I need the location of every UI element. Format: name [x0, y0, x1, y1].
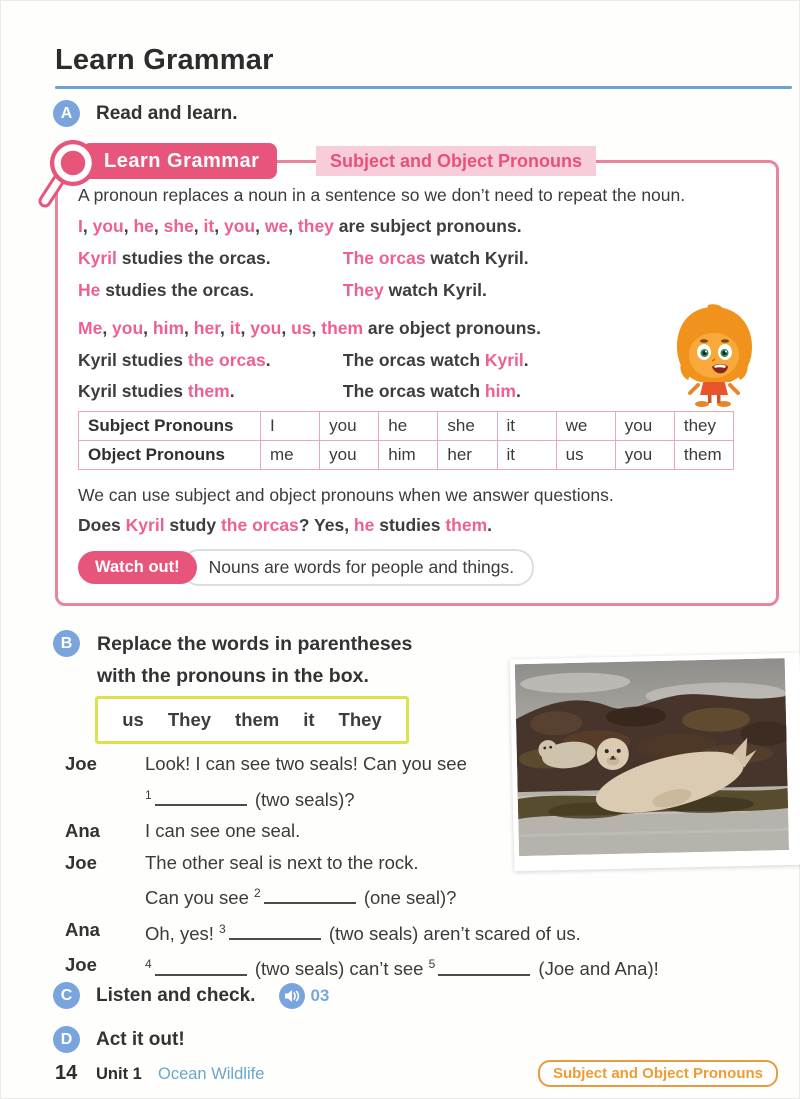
dialogue-row: [65, 914, 775, 950]
pronoun-table: [78, 411, 734, 470]
page-number: 14: [55, 1062, 78, 1084]
watch-out-callout: [78, 549, 534, 586]
grammar-box-title: Learn Grammar: [82, 143, 277, 179]
dialogue: [65, 748, 775, 985]
dialogue-text: [145, 914, 775, 950]
pronoun-cell: she: [438, 412, 497, 441]
answer-blank: [155, 791, 247, 806]
magnifier-icon: [38, 133, 104, 213]
audio-track-number: 03: [310, 985, 330, 1005]
section-b-instruction-line2: with the pronouns in the box.: [97, 665, 369, 687]
dialogue-text: [145, 748, 775, 815]
example-right: The orcas watch Kyril.: [342, 350, 529, 370]
section-a-instruction: Read and learn.: [96, 102, 238, 124]
unit-title: Ocean Wildlife: [158, 1065, 265, 1083]
question-answer-example: Does Kyril study the orcas? Yes, he studies them.: [78, 515, 493, 535]
answer-blank: [264, 889, 356, 904]
example-left: He studies the orcas.: [78, 280, 255, 300]
object-example-row: [78, 381, 521, 402]
subject-example-row: [78, 280, 487, 301]
watch-out-label: Watch out!: [78, 551, 197, 584]
pronoun-table-row: [79, 441, 734, 470]
section-b-instruction: [97, 628, 412, 692]
audio-track: [279, 983, 329, 1009]
dialogue-line: I can see one seal.: [145, 820, 301, 842]
dialogue-speaker: Ana: [65, 820, 100, 842]
speaker-icon: [279, 983, 305, 1009]
pronoun-table-header: Subject Pronouns: [79, 412, 261, 441]
pronoun-cell: you: [615, 412, 674, 441]
topic-badge: Subject and Object Pronouns: [538, 1060, 778, 1087]
word-box-item: them: [235, 709, 280, 730]
section-c-badge: C: [53, 982, 80, 1009]
object-pronoun-rule: Me, you, him, her, it, you, us, them are object pronouns.: [78, 318, 542, 338]
pronoun-cell: him: [379, 441, 438, 470]
dialogue-row: [65, 847, 775, 914]
section-d-header: [53, 1026, 185, 1053]
pronoun-cell: her: [438, 441, 497, 470]
section-d-badge: D: [53, 1026, 80, 1053]
pronoun-cell: us: [556, 441, 615, 470]
subject-example-row: [78, 248, 529, 269]
example-right: The orcas watch Kyril.: [342, 248, 529, 268]
dialogue-text: [145, 815, 775, 847]
dialogue-line: $^4$ (two seals) can’t see $^5$ (Joe and Ana)!: [145, 957, 659, 980]
example-left: Kyril studies the orcas.: [78, 350, 271, 370]
word-box-item: it: [303, 709, 315, 730]
page-footer: [0, 1060, 800, 1094]
answer-blank: [229, 925, 321, 940]
pronoun-cell: we: [556, 412, 615, 441]
mascot-character: [668, 303, 760, 409]
pronoun-table-row: [79, 412, 734, 441]
pronoun-cell: you: [320, 441, 379, 470]
pronoun-cell: you: [615, 441, 674, 470]
example-right: They watch Kyril.: [342, 280, 487, 300]
dialogue-speaker: Ana: [65, 918, 100, 940]
page-title: Learn Grammar: [55, 44, 274, 76]
grammar-intro: A pronoun replaces a noun in a sentence so we don’t need to repeat the noun.: [78, 185, 686, 205]
answer-blank: [155, 961, 247, 976]
word-box-item: They: [167, 709, 212, 730]
dialogue-text: [145, 949, 775, 985]
pronoun-table-header: Object Pronouns: [79, 441, 261, 470]
section-b-badge: B: [53, 630, 80, 657]
dialogue-line: Oh, yes! $^3$ (two seals) aren’t scared of us.: [145, 921, 581, 944]
dialogue-line: $^1$ (two seals)?: [145, 787, 355, 810]
example-right: The orcas watch him.: [342, 381, 521, 401]
pronoun-cell: he: [379, 412, 438, 441]
pronoun-cell: you: [320, 412, 379, 441]
pronoun-cell: it: [497, 441, 556, 470]
word-box-item: us: [122, 709, 144, 730]
section-c-instruction: Listen and check.: [96, 984, 256, 1006]
dialogue-row: [65, 815, 775, 847]
answer-blank: [438, 961, 530, 976]
watch-out-text: Nouns are words for people and things.: [181, 549, 534, 586]
section-a-badge: A: [53, 100, 80, 127]
dialogue-row: [65, 949, 775, 985]
pronoun-cell: me: [261, 441, 320, 470]
word-box-item: They: [338, 709, 382, 730]
title-rule: [55, 86, 792, 89]
dialogue-line: Can you see $^2$ (one seal)?: [145, 886, 457, 909]
grammar-box-subtitle: Subject and Object Pronouns: [316, 146, 596, 176]
dialogue-line: The other seal is next to the rock.: [145, 851, 419, 873]
dialogue-row: [65, 748, 775, 815]
subject-pronoun-rule: I, you, he, she, it, you, we, they are subject pronouns.: [78, 216, 522, 236]
pronoun-cell: them: [674, 441, 733, 470]
dialogue-speaker: Joe: [65, 851, 97, 873]
pronoun-cell: it: [497, 412, 556, 441]
pronoun-cell: they: [674, 412, 733, 441]
grammar-rule-box: [55, 150, 779, 606]
section-c-header: [53, 982, 329, 1009]
pronoun-word-box: [95, 696, 409, 744]
section-b-instruction-line1: Replace the words in parentheses: [97, 633, 413, 655]
usage-note: We can use subject and object pronouns when we answer questions.: [78, 485, 614, 505]
dialogue-line: Look! I can see two seals! Can you see: [145, 753, 467, 774]
object-example-row: [78, 350, 529, 371]
dialogue-text: [145, 847, 775, 914]
section-d-instruction: Act it out!: [96, 1028, 185, 1050]
dialogue-speaker: Joe: [65, 753, 97, 774]
section-b-header: [53, 628, 80, 657]
pronoun-cell: I: [261, 412, 320, 441]
example-left: Kyril studies them.: [78, 381, 235, 401]
unit-label: Unit 1: [96, 1065, 142, 1083]
section-a-header: [53, 100, 238, 127]
example-left: Kyril studies the orcas.: [78, 248, 271, 268]
dialogue-speaker: Joe: [65, 954, 97, 976]
